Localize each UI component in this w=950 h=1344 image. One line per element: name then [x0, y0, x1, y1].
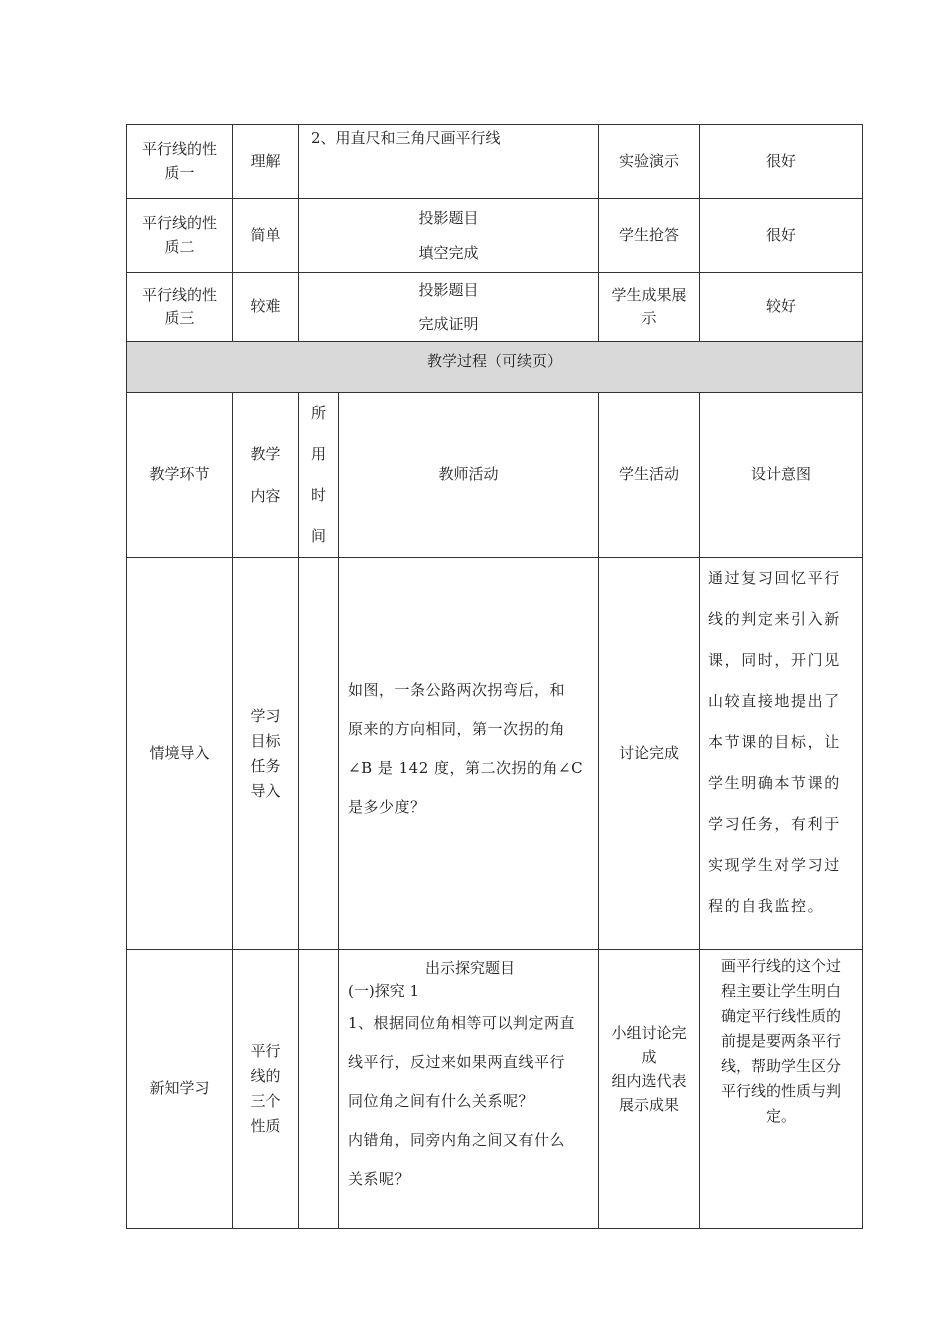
topic-cell: 平行线的性 质一 [127, 125, 233, 199]
content-cell: 2、用直尺和三角尺画平行线 [299, 125, 599, 199]
time-cell [299, 558, 339, 950]
result-cell: 很好 [700, 199, 863, 273]
header-student: 学生活动 [599, 393, 700, 558]
content-cell: 投影题目 填空完成 [299, 199, 599, 273]
level-cell: 较难 [233, 273, 299, 342]
time-cell [299, 950, 339, 1229]
eval-row-3 [127, 273, 863, 342]
eval-row-1 [127, 125, 863, 199]
process-row-new [127, 950, 863, 1229]
design-intent-cell: 画平行线的这个过 程主要让学生明白 确定平行线性质的 前提是要两条平行 线，帮助学生区分 平行线的性质与判 定。 [700, 950, 863, 1229]
student-activity-cell: 讨论完成 [599, 558, 700, 950]
topic-cell: 平行线的性 质三 [127, 273, 233, 342]
teacher-activity-subtitle: (一)探究 1 [348, 982, 420, 1000]
eval-row-2 [127, 199, 863, 273]
section-title: 教学过程（可续页） [127, 342, 863, 393]
lesson-table-frame [126, 124, 862, 1229]
section-title-row [127, 342, 863, 393]
teacher-activity-cell: 如图，一条公路两次拐弯后，和 原来的方向相同，第一次拐的角 ∠B 是 142 度，第二次拐的角∠C 是多少度？ [339, 558, 599, 950]
content-cell: 平行 线的 三个 性质 [233, 950, 299, 1229]
level-cell: 简单 [233, 199, 299, 273]
teacher-activity-cell: 出示探究题目 (一)探究 1 1、根据同位角相等可以判定两直 线平行，反过来如果两直线平行 同位角之间有什么关系呢？ 内错角，同旁内角之间又有什么 关系呢？ [339, 950, 599, 1229]
lesson-table [126, 124, 863, 1229]
result-cell: 很好 [700, 125, 863, 199]
header-teacher: 教师活动 [339, 393, 599, 558]
method-cell: 实验演示 [599, 125, 700, 199]
content-cell: 学习 目标 任务 导入 [233, 558, 299, 950]
level-cell: 理解 [233, 125, 299, 199]
topic-cell: 平行线的性 质二 [127, 199, 233, 273]
header-stage: 教学环节 [127, 393, 233, 558]
stage-cell: 情境导入 [127, 558, 233, 950]
design-intent-cell: 通过复习回忆平行 线的判定来引入新 课，同时，开门见 山较直接地提出了 本节课的目标，让 学生明确本节课的 学习任务，有利于 实现学生对学习过 程的自我监控。 [700, 558, 863, 950]
teacher-activity-title: 出示探究题目 [425, 959, 516, 977]
header-row [127, 393, 863, 558]
method-cell: 学生抢答 [599, 199, 700, 273]
method-cell: 学生成果展 示 [599, 273, 700, 342]
student-activity-cell: 小组讨论完 成 组内选代表 展示成果 [599, 950, 700, 1229]
header-time: 所 用 时 间 [299, 393, 339, 558]
process-row-intro [127, 558, 863, 950]
stage-cell: 新知学习 [127, 950, 233, 1229]
result-cell: 较好 [700, 273, 863, 342]
header-content: 教学 内容 [233, 393, 299, 558]
content-cell: 投影题目 完成证明 [299, 273, 599, 342]
header-intent: 设计意图 [700, 393, 863, 558]
